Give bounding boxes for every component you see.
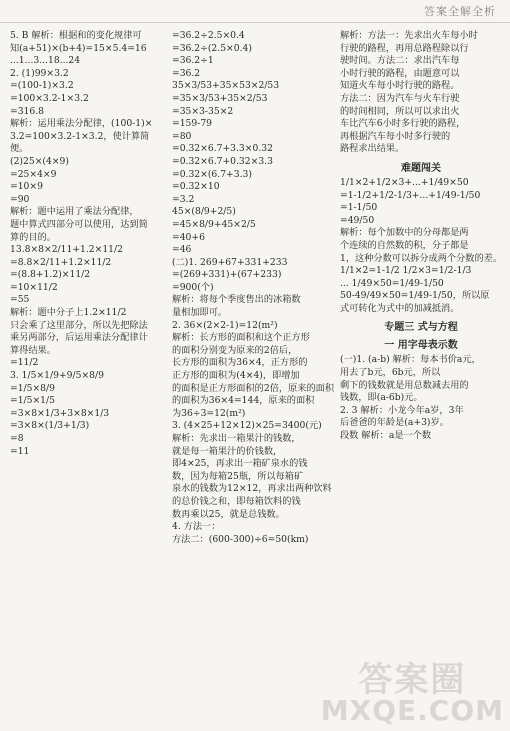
text-line: 驶时间。方法二：求出汽车每: [340, 55, 460, 67]
text-line: 式可转化为式中的加减抵消。: [340, 302, 460, 314]
text-line: =159-79: [172, 118, 213, 130]
watermark-top: 答案圈: [358, 660, 467, 700]
text-line: 2. 3 解析：小龙今年a岁，3年: [340, 404, 464, 416]
page-header: [0, 0, 510, 23]
text-line: =36.2÷2.5×0.4: [172, 30, 245, 41]
section-heading: 一 用字母表示数: [384, 340, 458, 352]
text-line: ...1...3...18...24: [10, 55, 81, 67]
text-line: 45×(8/9+2/5): [172, 206, 236, 218]
text-line: 小时行驶的路程，由题意可以: [340, 67, 460, 79]
text-line: =1-1/2+1/2-1/3+...+1/49-1/50: [340, 189, 481, 201]
text-line: =10×11/2: [10, 281, 58, 293]
text-line: =8.8×2/11+1.2×11/2: [10, 256, 112, 268]
text-line: 解析：长方形的面积和这个正方形: [172, 332, 310, 344]
text-line: =36.2: [172, 67, 201, 79]
column-left: [10, 30, 170, 458]
text-line: 段数 解析：a是一个数: [340, 430, 432, 442]
text-line: 解析：题中运用了乘法分配律，: [10, 206, 139, 218]
text-line: =3×8×1/3+3×8×1/3: [10, 407, 110, 419]
text-line: =36.2÷1: [172, 55, 214, 67]
text-line: 的面积为36×4=144，原来的面积: [172, 395, 315, 407]
text-line: 个连续的自然数的积，分子都是: [340, 239, 469, 251]
text-line: 13.8×8×2/11+1.2×11/2: [10, 244, 123, 256]
text-line: 数再乘以25，就是总钱数。: [172, 508, 285, 520]
text-line: 乘另两部分，后运用乘法分配律计: [10, 332, 148, 344]
text-line: 路程求出结果。: [340, 143, 405, 155]
text-line: 解析：运用乘法分配律，(100-1)×: [10, 118, 153, 130]
text-line: 的总价钱之和，即每箱饮料的钱: [172, 495, 301, 507]
text-line: 1/1×2=1-1/2 1/2×3=1/2-1/3: [340, 265, 472, 277]
text-line: 5. B 解析：根据和的变化规律可: [10, 30, 142, 41]
text-line: 方法二：(600-300)÷6=50(km): [172, 533, 309, 545]
text-line: 泉水的钱数为12×12，再求出两种饮料: [172, 483, 332, 495]
text-line: 用去了b元，6b元，所以: [340, 367, 441, 379]
text-line: =35×3/53+35×2/53: [172, 92, 268, 104]
text-line: ... 1/49×50=1/49-1/50: [340, 277, 444, 289]
text-line: =49/50: [340, 214, 375, 226]
text-line: 1/1×2+1/2×3+...+1/49×50: [340, 176, 469, 188]
column-right: [340, 30, 502, 443]
text-line: 35×3/53+35×53×2/53: [172, 80, 280, 92]
text-line: 算的目的。: [10, 231, 56, 243]
text-line: 3.2=100×3.2-1×3.2，使计算简: [10, 130, 150, 142]
text-line: 知(a+51)×(b+4)=15×5.4=16: [10, 42, 147, 54]
text-line: =55: [10, 294, 30, 306]
text-line: 3. (4×25+12×12)×25=3400(元): [172, 420, 322, 432]
text-line: =45×8/9+45×2/5: [172, 218, 256, 230]
text-line: =40+6: [172, 231, 205, 243]
text-line: =11: [10, 445, 30, 457]
text-line: =(8.8+1.2)×11/2: [10, 269, 91, 281]
text-line: 解析：题中分子上1.2×11/2: [10, 307, 127, 319]
text-line: 钱数，即(a-6b)元。: [340, 392, 423, 404]
text-line: =1/5×8/9: [10, 382, 55, 394]
text-line: (二)1. 269+67+331+233: [172, 256, 288, 268]
text-line: 的面积分别变为原来的2倍后，: [172, 344, 298, 356]
text-line: =46: [172, 244, 192, 256]
text-line: 2. (1)99×3.2: [10, 67, 69, 79]
text-line: 3. 1/5×1/9+9/5×8/9: [10, 370, 104, 382]
text-line: 只会乘了这里部分，所以先把除法: [10, 319, 148, 331]
text-line: 题中算式四部分可以使用，达到简: [10, 218, 148, 230]
text-line: 再根据汽车每小时多行驶的: [340, 130, 451, 142]
text-line: 便。: [10, 143, 29, 155]
text-line: 行驶的路程，再用总路程除以行: [340, 42, 469, 54]
text-line: =316.8: [10, 105, 45, 117]
text-line: =10×9: [10, 181, 43, 193]
text-line: 解析：先求出一箱果汁的钱数，: [172, 433, 301, 444]
text-line: 2. 36×(2×2-1)=12(m²): [172, 319, 278, 331]
text-line: =(100-1)×3.2: [10, 80, 74, 92]
text-line: =100×3.2-1×3.2: [10, 92, 89, 104]
text-line: 就是每一箱果汁的价钱数，: [172, 445, 283, 457]
text-line: 正方形的面积为(4×4)，即增加: [172, 370, 300, 382]
text-line: 的时间相同，所以可以求出火: [340, 105, 460, 117]
text-line: =1/5×1/5: [10, 395, 55, 407]
text-line: =35×3-35×2: [172, 105, 234, 117]
text-line: 解析：方法一：先求出火车每小时: [340, 30, 478, 41]
text-line: 50-49/49×50=1/49-1/50，所以原: [340, 290, 490, 302]
text-line: (一)1. (a-b) 解析：每本书价a元，: [340, 354, 481, 366]
text-line: =36.2÷(2.5×0.4): [172, 42, 252, 54]
text-line: =25×4×9: [10, 168, 57, 180]
text-line: =3.2: [172, 193, 195, 205]
text-line: 数，因为每箱25瓶，所以每箱矿: [172, 470, 304, 482]
text-line: =3×8×(1/3+1/3): [10, 420, 90, 432]
text-line: 4. 方法一：: [172, 521, 221, 533]
text-line: =0.32×10: [172, 181, 220, 193]
text-line: =11/2: [10, 357, 39, 369]
text-line: =90: [10, 193, 30, 205]
watermark: [320, 660, 504, 727]
column-middle: [172, 30, 337, 546]
text-line: 1，这种分数可以拆分成两个分数的差。: [340, 252, 502, 264]
text-line: =1-1/50: [340, 202, 378, 214]
section-heading: 难题闯关: [401, 162, 441, 174]
text-line: =0.32×6.7+0.32×3.3: [172, 155, 273, 167]
text-line: 的面积是正方形面积的2倍，原来的面积: [172, 382, 335, 394]
text-line: 剩下的钱数就是用总数减去用的: [340, 379, 469, 391]
text-line: =0.32×6.7+3.3×0.32: [172, 143, 273, 155]
text-line: (2)25×(4×9): [10, 155, 69, 167]
text-line: 车比汽车6小时多行驶的路程，: [340, 118, 466, 130]
text-line: =8: [10, 433, 24, 444]
text-line: =900(个): [172, 281, 214, 293]
section-heading: 专题三 式与方程: [384, 322, 458, 334]
text-line: 即4×25，再求出一箱矿泉水的钱: [172, 458, 308, 470]
text-line: 解析：每个加数中的分母都是两: [340, 227, 469, 239]
text-line: 长方形的面积为36×4，正方形的: [172, 357, 308, 369]
text-line: =(269+331)+(67+233): [172, 269, 282, 281]
text-line: 为36÷3=12(m²): [172, 407, 246, 419]
header-title: 答案全解全析: [424, 5, 496, 18]
text-line: 解析：将每个季度售出的冰箱数: [172, 294, 301, 306]
text-line: 方法二：因为汽车与火车行驶: [340, 92, 460, 104]
text-line: 量相加即可。: [172, 307, 228, 319]
watermark-bottom: MXQE.COM: [320, 694, 504, 727]
text-line: 后爸爸的年龄是(a+3)岁。: [340, 417, 449, 429]
text-line: =80: [172, 130, 192, 142]
text-line: 知道火车每小时行驶的路程。: [340, 80, 460, 92]
text-line: =0.32×(6.7+3.3): [172, 168, 252, 180]
text-line: 算得结果。: [10, 344, 56, 356]
